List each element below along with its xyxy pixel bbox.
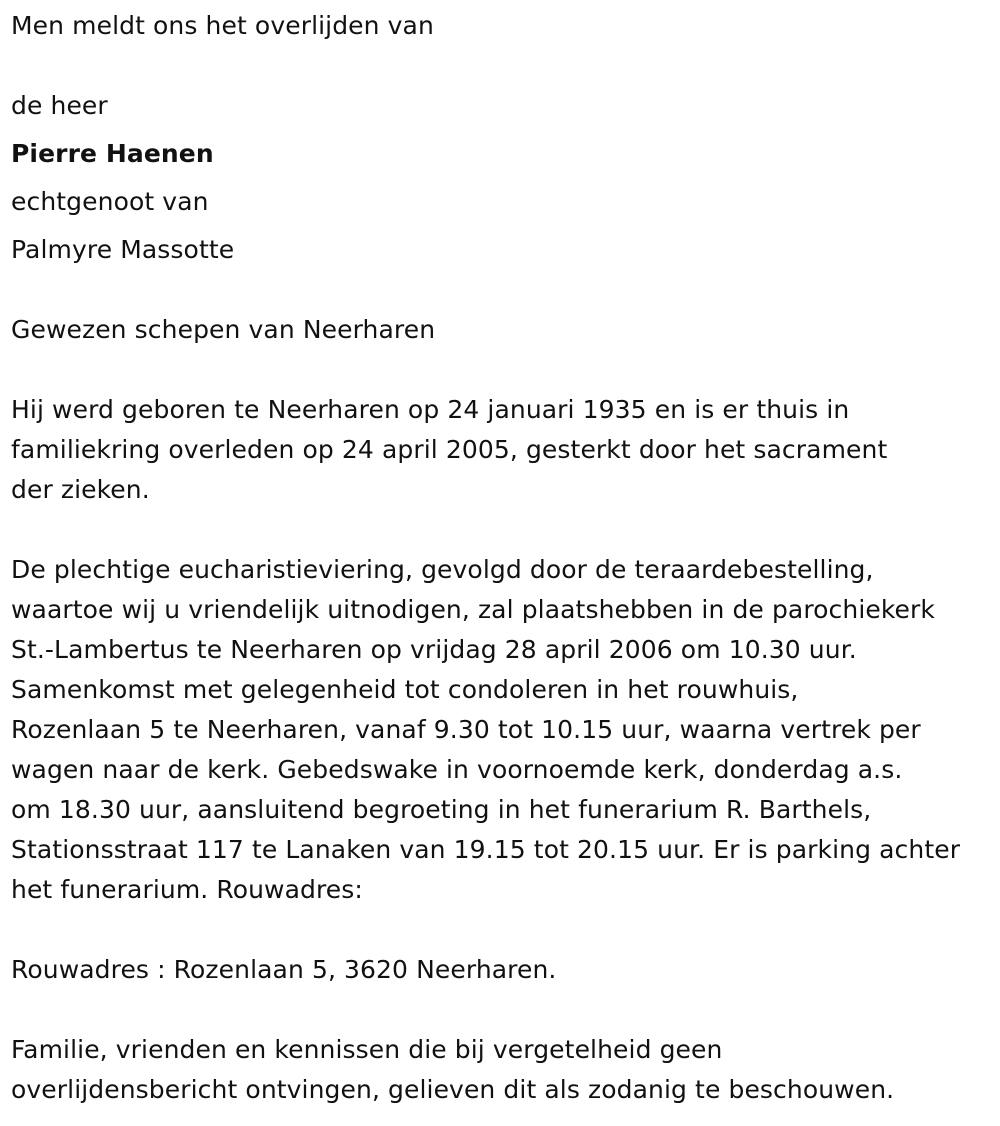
ceremony-line: Stationsstraat 117 te Lanaken van 19.15 tot 20.15 uur. Er is parking achter xyxy=(11,835,961,864)
mourning-address: Rouwadres : Rozenlaan 5, 3620 Neerharen. xyxy=(11,955,557,984)
intro-text: Men meldt ons het overlijden van xyxy=(11,11,434,40)
ceremony-line: waartoe wij u vriendelijk uitnodigen, zal plaatshebben in de parochiekerk xyxy=(11,595,935,624)
birth-death-line: Hij werd geboren te Neerharen op 24 januari 1935 en is er thuis in xyxy=(11,395,850,424)
deceased-name: Pierre Haenen xyxy=(11,139,214,168)
ceremony-line: om 18.30 uur, aansluitend begroeting in het funerarium R. Barthels, xyxy=(11,795,872,824)
ceremony-line: Samenkomst met gelegenheid tot condoleren in het rouwhuis, xyxy=(11,675,799,704)
closing-line: Familie, vrienden en kennissen die bij vergetelheid geen xyxy=(11,1035,723,1064)
closing-line: overlijdensbericht ontvingen, gelieven dit als zodanig te beschouwen. xyxy=(11,1075,895,1104)
ceremony-line: St.-Lambertus te Neerharen op vrijdag 28 april 2006 om 10.30 uur. xyxy=(11,635,857,664)
birth-death-line: familiekring overleden op 24 april 2005, gesterkt door het sacrament xyxy=(11,435,888,464)
ceremony-line: het funerarium. Rouwadres: xyxy=(11,875,363,904)
ceremony-line: Rozenlaan 5 te Neerharen, vanaf 9.30 tot 10.15 uur, waarna vertrek per xyxy=(11,715,921,744)
spouse-name: Palmyre Massotte xyxy=(11,235,235,264)
salutation: de heer xyxy=(11,91,108,120)
ceremony-line: wagen naar de kerk. Gebedswake in voornoemde kerk, donderdag a.s. xyxy=(11,755,903,784)
spouse-label: echtgenoot van xyxy=(11,187,209,216)
birth-death-line: der zieken. xyxy=(11,475,150,504)
function-text: Gewezen schepen van Neerharen xyxy=(11,315,436,344)
ceremony-line: De plechtige eucharistieviering, gevolgd door de teraardebestelling, xyxy=(11,555,874,584)
